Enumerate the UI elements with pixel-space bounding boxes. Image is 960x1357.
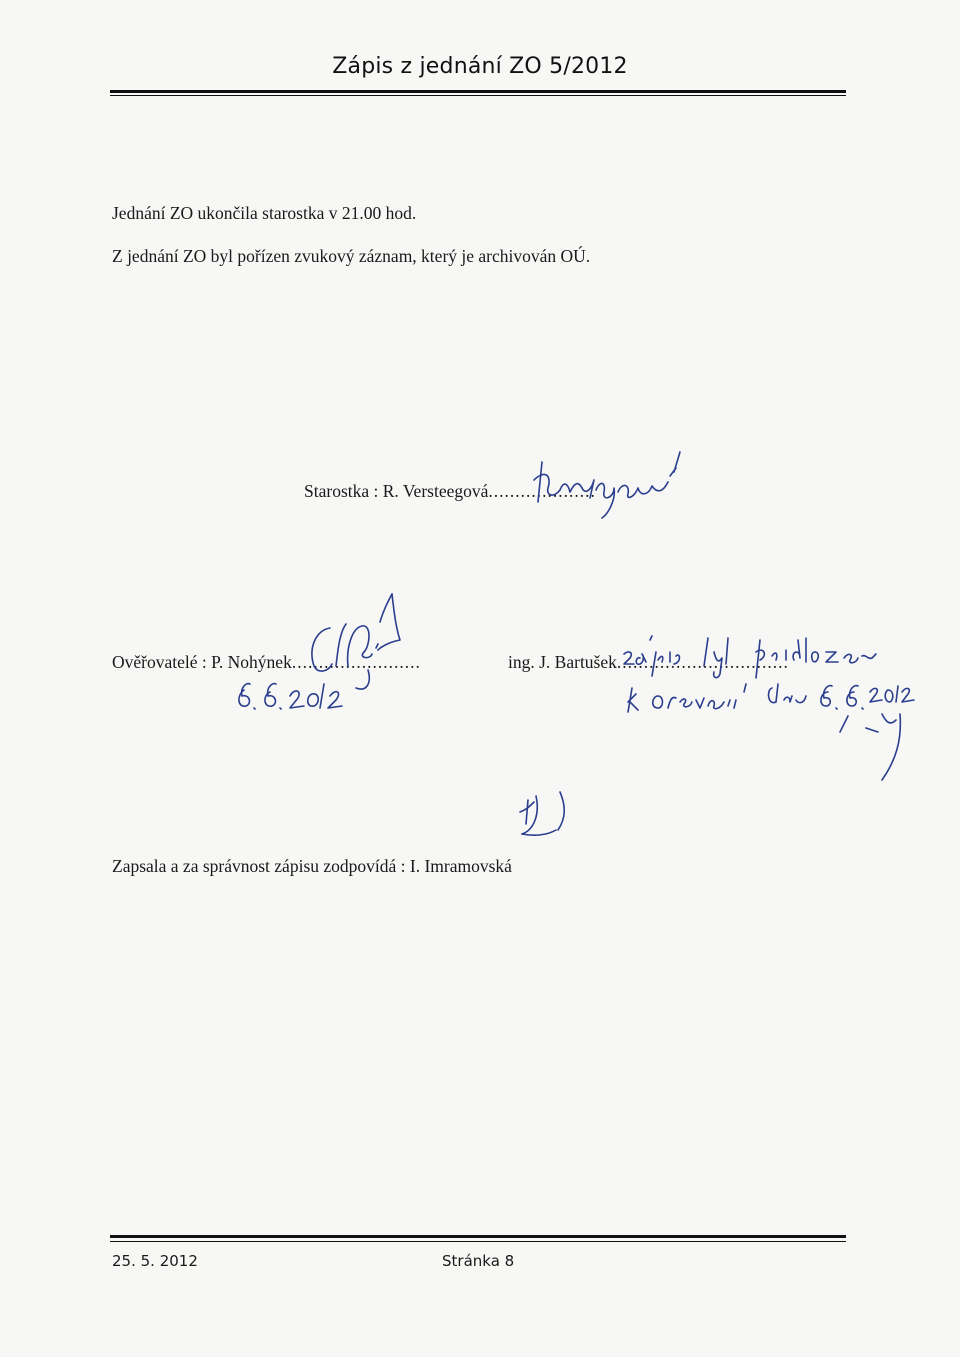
footer-rule-thin: [110, 1241, 846, 1242]
mayor-dots: ....................: [488, 481, 596, 501]
recorder-line: Zapsala a za správnost zápisu zodpovídá : I. Imramovská: [112, 856, 512, 876]
verifier1-handwritten-signature: [220, 588, 420, 718]
header-rule-thin: [110, 95, 846, 96]
mayor-handwritten-signature: [530, 440, 690, 520]
mayor-label: Starostka : R. Versteegová: [304, 481, 489, 501]
verifier2-dots: ................................: [616, 652, 789, 672]
verifiers-label: Ověřovatelé : P. Nohýnek: [112, 652, 292, 672]
verifier2-label: ing. J. Bartušek: [508, 652, 617, 672]
verifier2-handwritten-note: [600, 630, 920, 780]
page-title: Zápis z jednání ZO 5/2012: [332, 54, 628, 79]
footer-rule-thick: [110, 1235, 846, 1238]
verifier1-dots: ........................: [291, 652, 421, 672]
header-rule-thick: [110, 90, 846, 93]
footer-date: 25. 5. 2012: [112, 1252, 198, 1270]
footer-page-number: Stránka 8: [442, 1252, 515, 1270]
recording-statement: Z jednání ZO byl pořízen zvukový záznam, který je archivován OÚ.: [112, 246, 591, 266]
closing-statement: Jednání ZO ukončila starostka v 21.00 hod.: [112, 203, 417, 223]
recorder-handwritten-signature: [500, 782, 590, 872]
